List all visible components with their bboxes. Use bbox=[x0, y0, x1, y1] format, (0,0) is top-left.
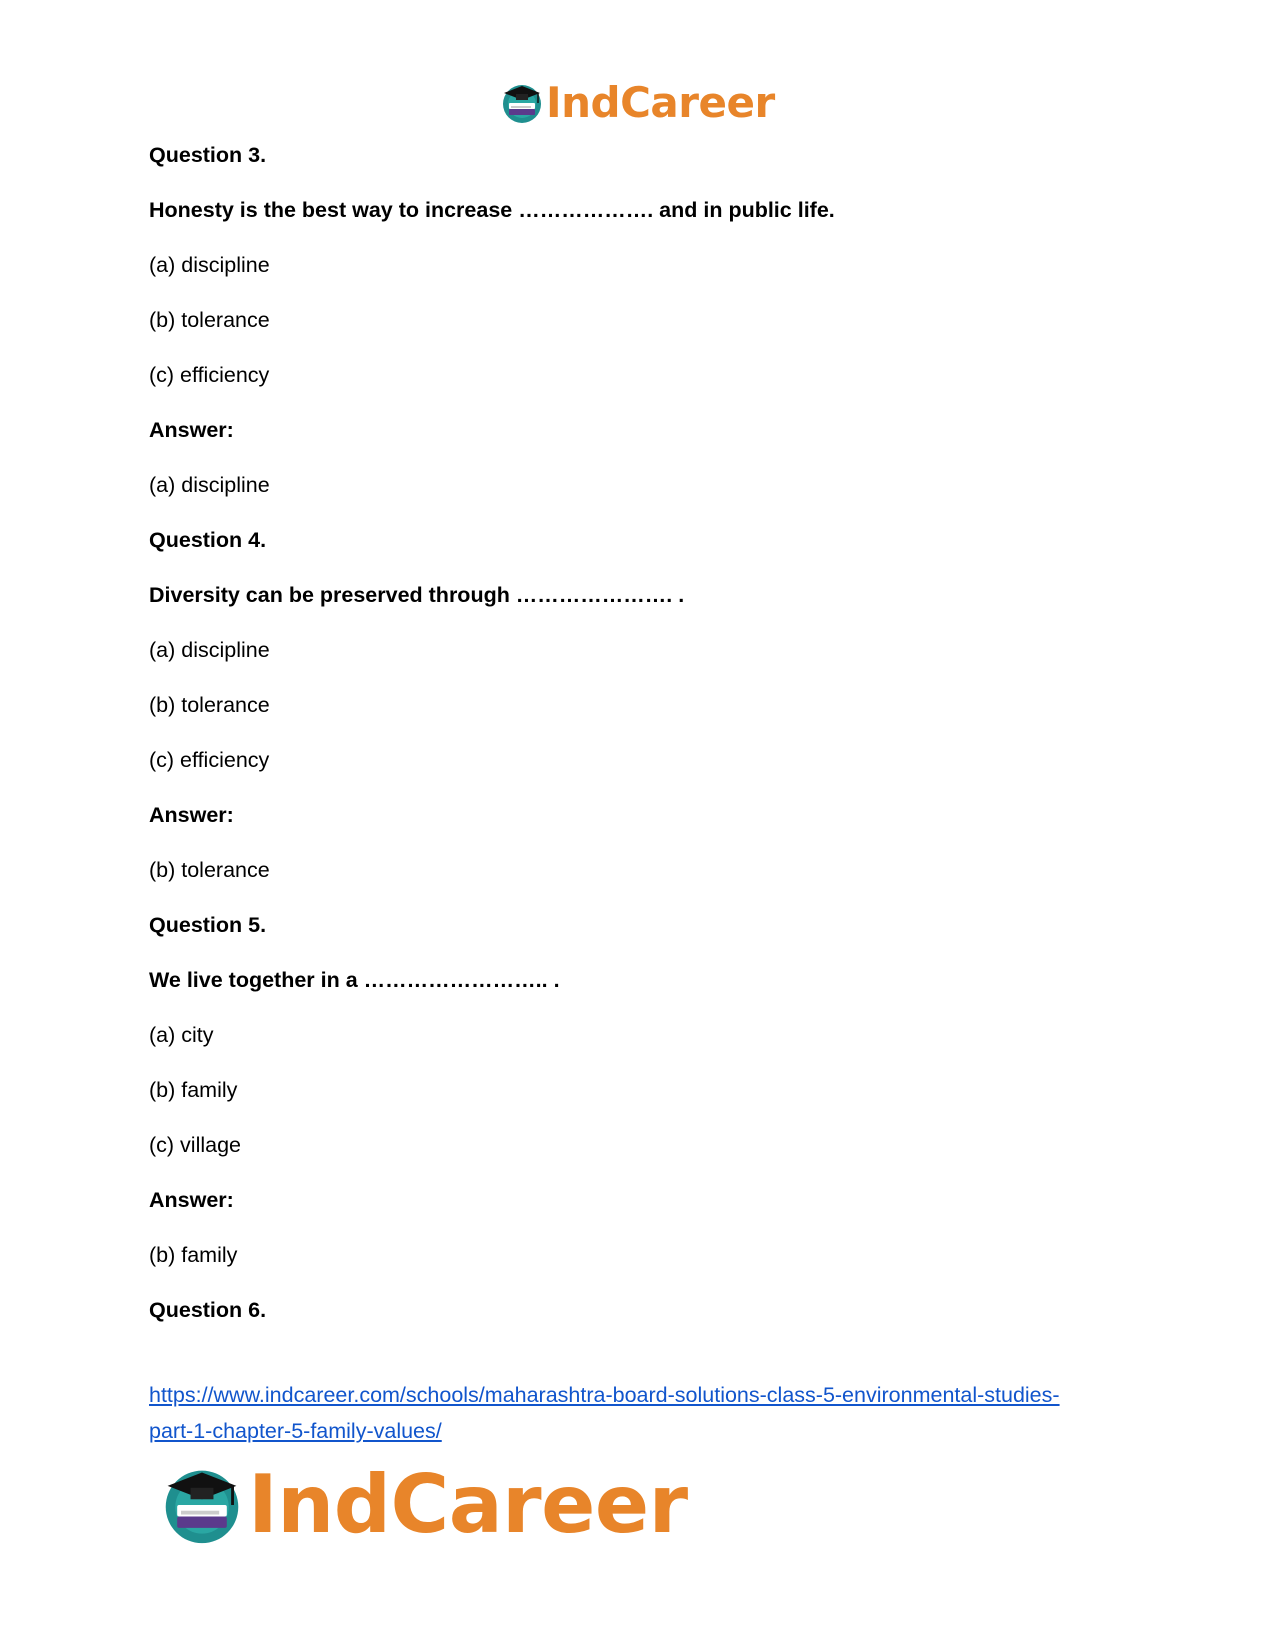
header-logo bbox=[500, 78, 775, 128]
question-4-heading: Question 4. bbox=[149, 528, 267, 552]
source-link-line-2[interactable]: part-1-chapter-5-family-values/ bbox=[149, 1419, 442, 1443]
logo-text: IndCareer bbox=[248, 1458, 688, 1551]
question-5-text: We live together in a …………………….. . bbox=[149, 968, 560, 992]
question-4-answer-label: Answer: bbox=[149, 803, 234, 827]
footer-logo bbox=[160, 1460, 688, 1550]
question-4-option-a: (a) discipline bbox=[149, 638, 270, 662]
question-5-option-b: (b) family bbox=[149, 1078, 238, 1102]
document-body bbox=[149, 142, 1129, 1352]
question-3-option-c: (c) efficiency bbox=[149, 363, 270, 387]
question-3-option-b: (b) tolerance bbox=[149, 308, 270, 332]
question-3-heading: Question 3. bbox=[149, 143, 267, 167]
question-3-answer: (a) discipline bbox=[149, 473, 270, 497]
question-6-heading: Question 6. bbox=[149, 1298, 267, 1322]
logo-text: IndCareer bbox=[546, 78, 775, 127]
question-4-text: Diversity can be preserved through …………………. . bbox=[149, 583, 685, 607]
question-3-option-a: (a) discipline bbox=[149, 253, 270, 277]
question-5-answer-label: Answer: bbox=[149, 1188, 234, 1212]
question-5-option-c: (c) village bbox=[149, 1133, 241, 1157]
question-5-answer: (b) family bbox=[149, 1243, 238, 1267]
graduation-cap-book-icon bbox=[500, 81, 544, 125]
question-3-answer-label: Answer: bbox=[149, 418, 234, 442]
question-4-option-c: (c) efficiency bbox=[149, 748, 270, 772]
question-5-heading: Question 5. bbox=[149, 913, 267, 937]
question-3-text: Honesty is the best way to increase ………………. and in public life. bbox=[149, 198, 835, 222]
source-link[interactable] bbox=[149, 1377, 1149, 1449]
source-link-line-1[interactable]: https://www.indcareer.com/schools/maharashtra-board-solutions-class-5-environmental-studies- bbox=[149, 1383, 1060, 1407]
question-5-option-a: (a) city bbox=[149, 1023, 214, 1047]
question-4-answer: (b) tolerance bbox=[149, 858, 270, 882]
question-4-option-b: (b) tolerance bbox=[149, 693, 270, 717]
graduation-cap-book-icon bbox=[160, 1463, 244, 1547]
